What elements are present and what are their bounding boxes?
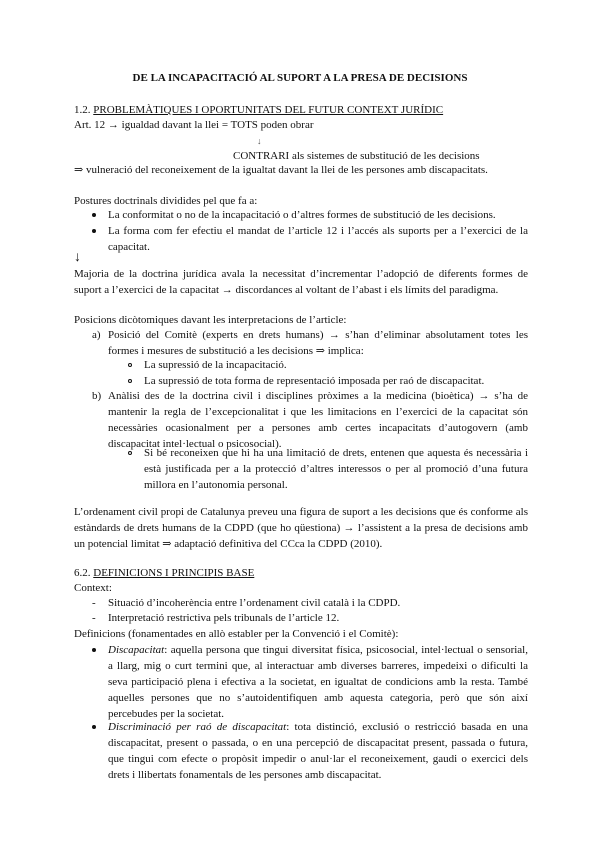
posture-item: La forma com fer efectiu el mandat de l’article 12 i l’accés als suports per a l’exercici de la capacitat. — [108, 225, 528, 253]
position-a-text: Posició del Comitè (experts en drets humans) → s’han d’eliminar absolutament totes les formes i mesures de substitució a les decisions ⇒ implica: — [108, 329, 528, 357]
posicions-intro: Posicions dicòtomiques davant les interpretacions de l’article: — [74, 314, 347, 326]
down-arrow-icon: ↓ — [74, 250, 81, 265]
bullet-dot-icon — [92, 213, 96, 217]
context-label: Context: — [74, 582, 112, 594]
definicions-intro: Definicions (fonamentades en allò establer per la Convenció i el Comitè): — [74, 628, 399, 640]
bullet-circle-icon — [128, 379, 132, 383]
context-item: Interpretació restrictiva pels tribunals de l’article 12. — [108, 612, 340, 624]
list-label-b: b) — [92, 390, 102, 402]
dash-bullet: - — [92, 612, 96, 624]
context-item: Situació d’incoherència entre l’ordenament civil català i la CDPD. — [108, 597, 401, 609]
bullet-dot-icon — [92, 725, 96, 729]
bullet-dot-icon — [92, 648, 96, 652]
bullet-circle-icon — [128, 363, 132, 367]
definition-text: : aquella persona que tingui diversitat física, psicosocial, intel·lectual o sensorial, a llarg, mig o curt termini que, al interactuar amb diverses barreres, impedeixi o dificulti la seva participació plena i efectiva a la societat, en igualtat de condicions amb la resta. També aquelles persones que no s’autoidentifiquen amb aquesta categoria, però que són així percebudes per la societat. — [108, 644, 528, 720]
contrari-line: CONTRARI als sistemes de substitució de les decisions — [233, 150, 480, 162]
ordenament-paragraph: L’ordenament civil propi de Catalunya preveu una figura de suport a les decisions que és conforme als estàndards de drets humans de la CDPD (que ho qüestiona) → l’assistent a la presa de decisions amb un potencial limitat ⇒ adaptació definitiva del CCca la CDPD (2010). — [74, 506, 528, 550]
article-12-line: Art. 12 → igualdad davant la llei = TOTS poden obrar — [74, 119, 314, 131]
vulneracio-line: ⇒ vulneració del reconeixement de la igualtat davant la llei de les persones amb discapacitats. — [74, 164, 488, 176]
definition-text: : tota distinció, exclusió o restricció basada en una discapacitat, present o passada, o en una percepció de discapacitat present, passada o futura, que tingui com efecte o propòsit impedir o anul·lar el reconeixement, gaudi o exercici dels drets i llibertats fonamentals de les persones amb discapacitat. — [108, 721, 528, 781]
document-title: DE LA INCAPACITACIÓ AL SUPORT A LA PRESA DE DECISIONS — [132, 72, 468, 84]
position-a-subitem: La supressió de tota forma de representació imposada per raó de discapacitat. — [144, 375, 485, 387]
position-b-text: Anàlisi des de la doctrina civil i disciplines pròximes a la medicina (bioètica) → s’ha de mantenir la regla de l’excepcionalitat i que les limitacions en l’exercici de la capacitat són necessàries ocasionalment per a persones amb certes incapacitats d’autogovern (amb discapacitat intel·lectual o psicosocial). — [108, 390, 528, 450]
posture-item: La conformitat o no de la incapacitació o d’altres formes de substitució de les decisions. — [108, 209, 496, 221]
section-heading-6-2 — [74, 565, 254, 581]
position-a-subitem: La supressió de la incapacitació. — [144, 359, 287, 371]
bullet-dot-icon — [92, 229, 96, 233]
section-number: 6.2. — [74, 567, 91, 579]
section-heading-1-2 — [74, 102, 443, 118]
position-b-subitem: Si bé reconeixen que hi ha una limitació de drets, entenen que aquesta és necessària i està justificada per a la protecció d’altres interessos o per al promoció d’una futura millora en l’autonomia personal. — [144, 447, 528, 491]
bullet-circle-icon — [128, 451, 132, 455]
majoria-paragraph: Majoria de la doctrina jurídica avala la necessitat d’incrementar l’adopció de diferents formes de suport a l’exercici de la capacitat → discordances al voltant de l’abast i els límits del paradigma. — [74, 268, 528, 296]
definition-discriminacio — [108, 719, 528, 783]
section-heading-text: PROBLEMÀTIQUES I OPORTUNITATS DEL FUTUR CONTEXT JURÍDIC — [93, 104, 444, 116]
section-number: 1.2. — [74, 104, 91, 116]
definition-discapacitat — [108, 642, 528, 722]
section-heading-text: DEFINICIONS I PRINCIPIS BASE — [93, 567, 255, 579]
dash-bullet: - — [92, 597, 96, 609]
definition-term: Discapacitat — [108, 644, 165, 656]
list-label-a: a) — [92, 329, 101, 341]
postures-intro: Postures doctrinals dividides pel que fa a: — [74, 195, 258, 207]
definition-term: Discriminació per raó de discapacitat — [108, 721, 287, 733]
down-arrow-small-icon: ↓ — [257, 136, 262, 146]
